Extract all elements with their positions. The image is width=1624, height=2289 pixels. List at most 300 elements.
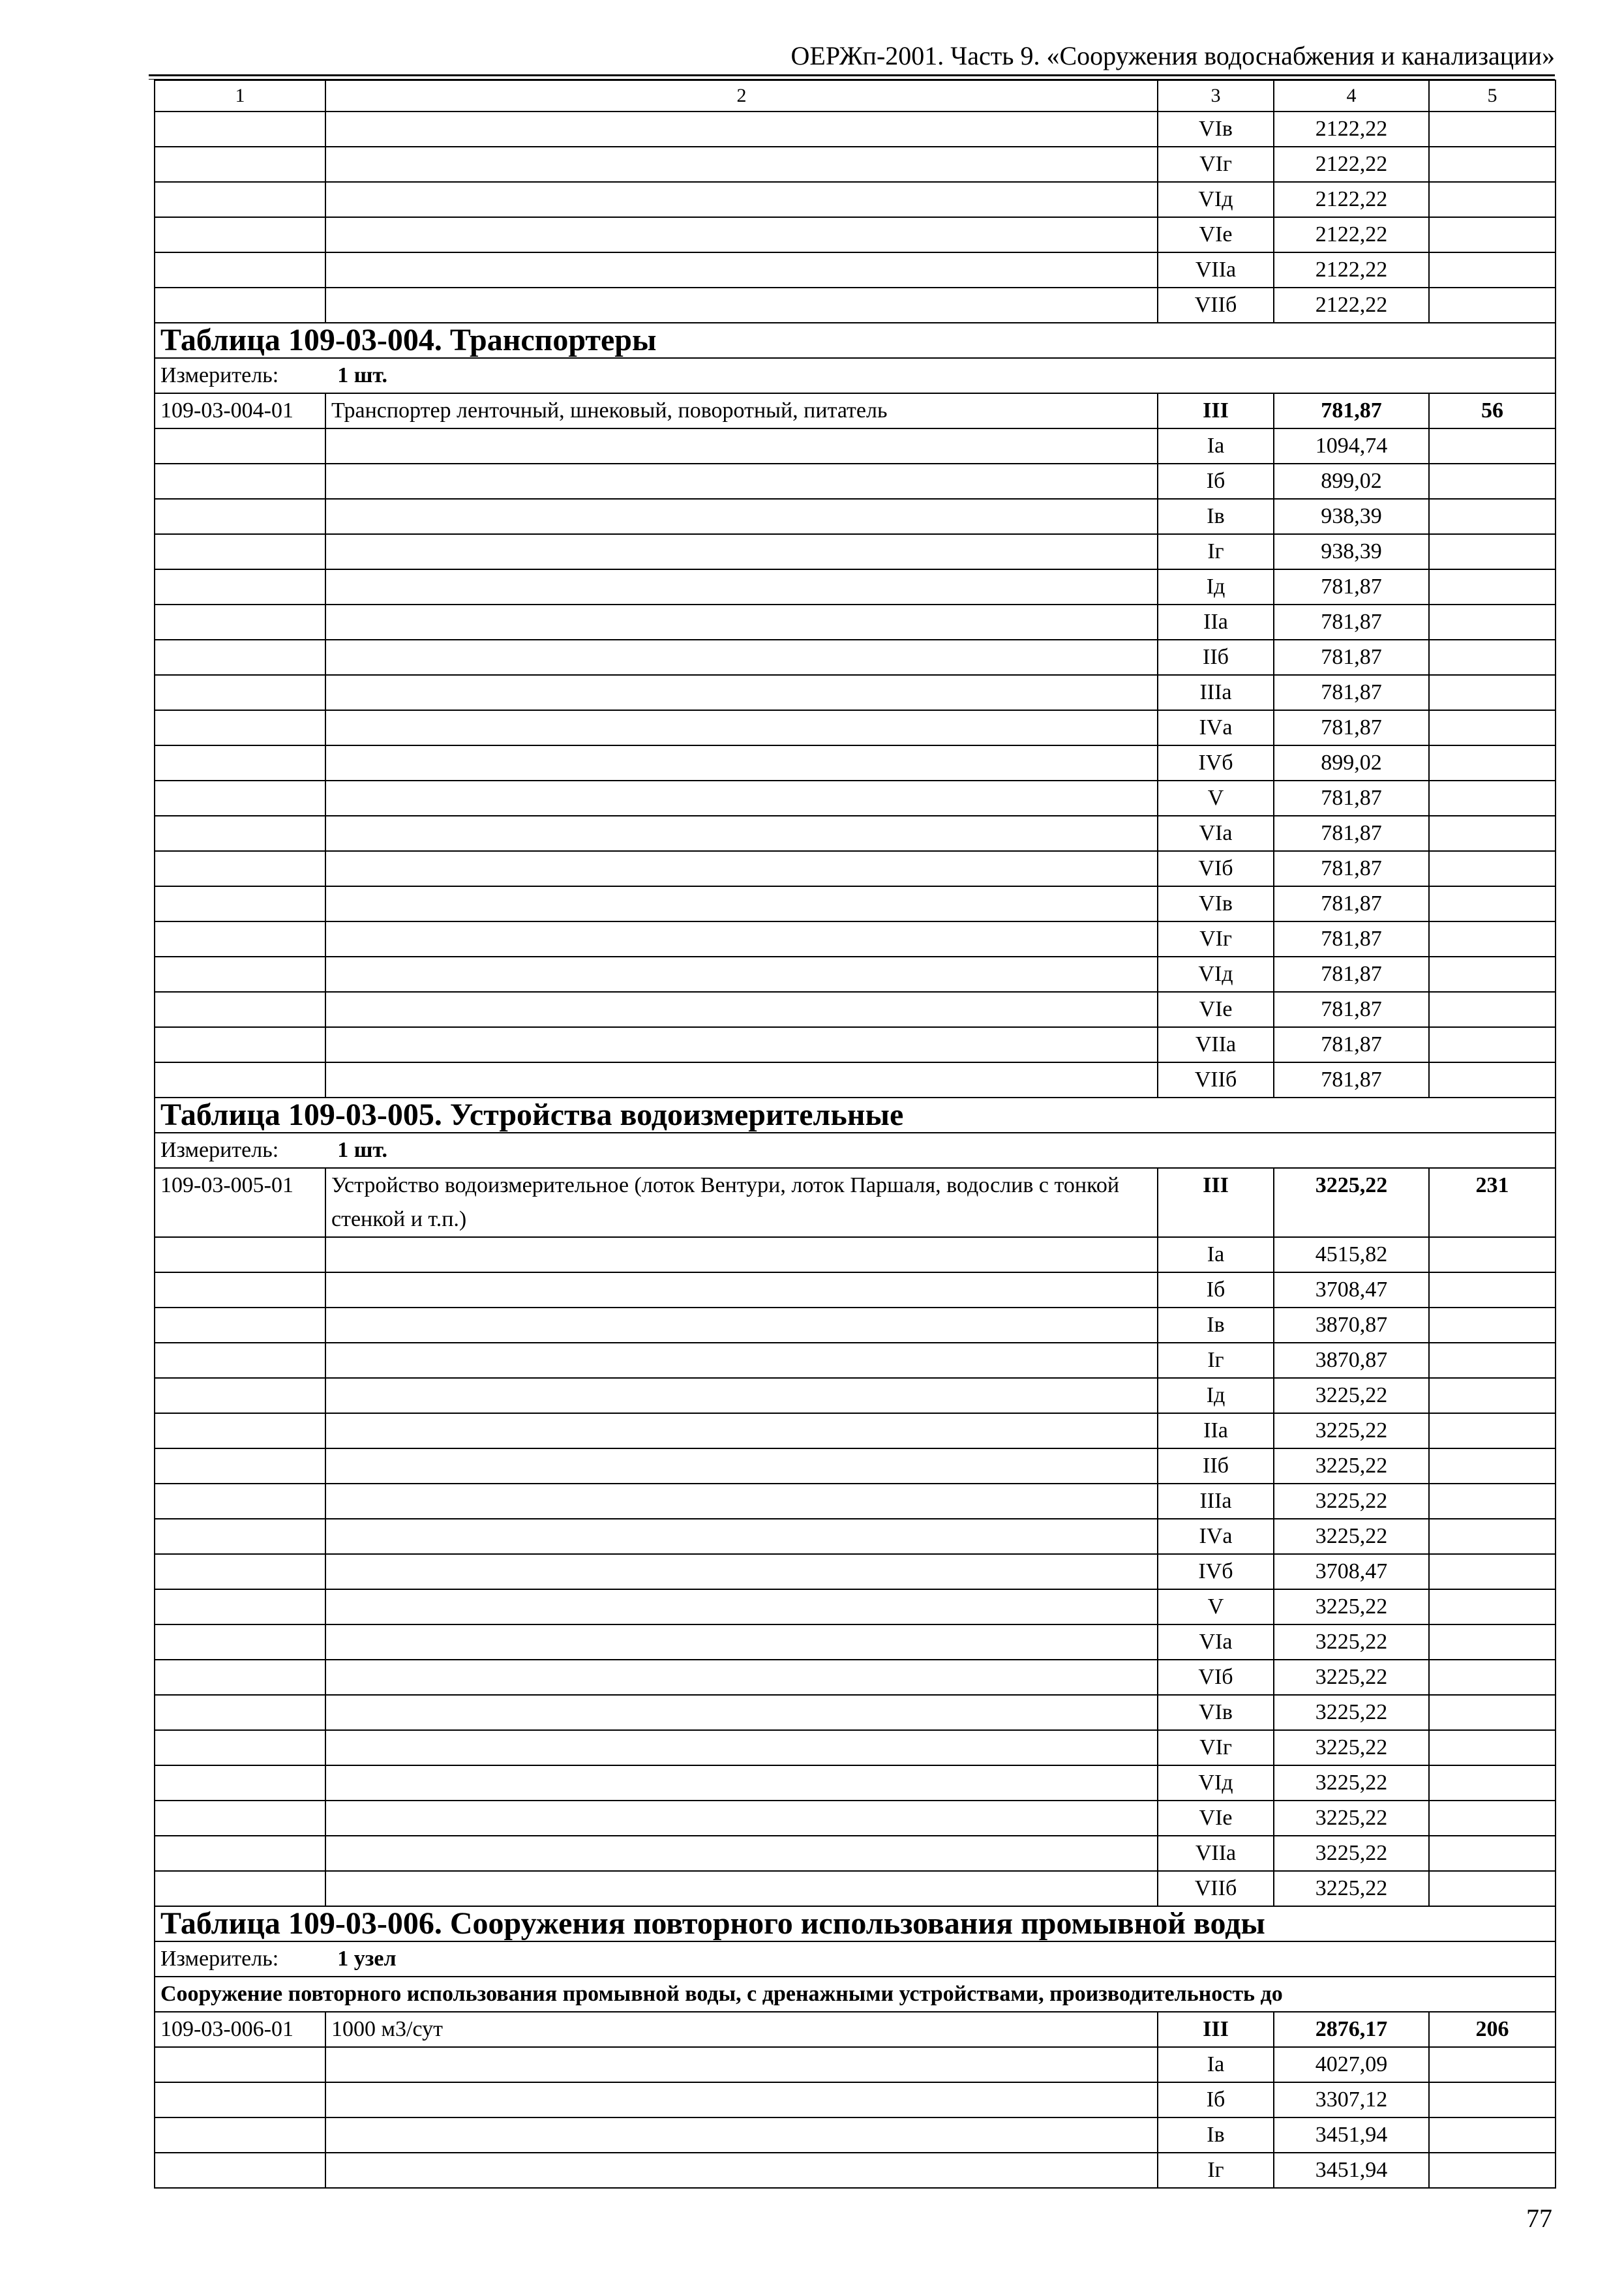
labor-cell [1429, 1413, 1556, 1448]
price-cell: 1094,74 [1274, 428, 1429, 464]
price-cell: 3225,22 [1274, 1765, 1429, 1801]
table-row [155, 957, 1556, 992]
labor-cell [1429, 1343, 1556, 1378]
description-cell [325, 1554, 1158, 1589]
labor-cell [1429, 1695, 1556, 1730]
description-cell [325, 1519, 1158, 1554]
table-row [155, 464, 1556, 499]
table-row [155, 393, 1556, 428]
price-cell: 3225,22 [1274, 1168, 1429, 1237]
measure-cell [155, 1133, 1556, 1168]
price-cell: 3225,22 [1274, 1519, 1429, 1554]
measure-value: 1 шт. [337, 363, 388, 387]
code-cell [155, 499, 325, 534]
labor-cell: 231 [1429, 1168, 1556, 1237]
labor-cell [1429, 499, 1556, 534]
description-cell: 1000 м3/сут [325, 2012, 1158, 2047]
labor-cell [1429, 640, 1556, 675]
labor-cell [1429, 2153, 1556, 2188]
table-row [155, 1765, 1556, 1801]
labor-cell [1429, 851, 1556, 886]
labor-cell [1429, 1237, 1556, 1272]
zone-cell: IVа [1158, 710, 1274, 745]
price-cell: 3225,22 [1274, 1871, 1429, 1906]
zone-cell: V [1158, 781, 1274, 816]
zone-cell: III [1158, 393, 1274, 428]
price-cell: 3708,47 [1274, 1272, 1429, 1308]
price-cell: 3225,22 [1274, 1589, 1429, 1624]
measure-row [155, 358, 1556, 393]
measure-cell [155, 1941, 1556, 1977]
zone-cell: Iа [1158, 1237, 1274, 1272]
table-row [155, 1801, 1556, 1836]
page-number: 77 [1526, 2204, 1552, 2233]
column-number: 5 [1429, 80, 1556, 112]
zone-cell: VIб [1158, 851, 1274, 886]
description-cell [325, 1343, 1158, 1378]
measure-label: Измеритель: [160, 363, 279, 387]
measure-row [155, 1133, 1556, 1168]
table-row [155, 675, 1556, 710]
code-cell [155, 1836, 325, 1871]
description-cell [325, 428, 1158, 464]
labor-cell [1429, 1801, 1556, 1836]
code-cell [155, 1027, 325, 1062]
labor-cell [1429, 1765, 1556, 1801]
table-row [155, 992, 1556, 1027]
description-cell [325, 464, 1158, 499]
code-cell [155, 851, 325, 886]
zone-cell: Iд [1158, 569, 1274, 605]
code-cell [155, 112, 325, 147]
column-number-row [155, 80, 1556, 112]
code-cell [155, 1660, 325, 1695]
labor-cell [1429, 675, 1556, 710]
code-cell [155, 1554, 325, 1589]
zone-cell: IVа [1158, 1519, 1274, 1554]
table-row [155, 816, 1556, 851]
price-cell: 3225,22 [1274, 1413, 1429, 1448]
description-cell [325, 957, 1158, 992]
price-cell: 781,87 [1274, 710, 1429, 745]
zone-cell: III [1158, 1168, 1274, 1237]
labor-cell [1429, 1484, 1556, 1519]
code-cell [155, 534, 325, 569]
zone-cell: Iв [1158, 2117, 1274, 2153]
table-row [155, 1554, 1556, 1589]
table-title: Таблица 109-03-006. Сооружения повторного использования промывной воды [155, 1906, 1556, 1941]
price-cell: 781,87 [1274, 569, 1429, 605]
table-row [155, 2012, 1556, 2047]
table-row [155, 428, 1556, 464]
zone-cell: V [1158, 1589, 1274, 1624]
labor-cell [1429, 2047, 1556, 2082]
zone-cell: Iд [1158, 1378, 1274, 1413]
zone-cell: VIа [1158, 1624, 1274, 1660]
description-cell [325, 1062, 1158, 1098]
labor-cell [1429, 745, 1556, 781]
header-rule [149, 74, 1555, 80]
code-cell [155, 1519, 325, 1554]
column-number: 3 [1158, 80, 1274, 112]
code-cell [155, 886, 325, 921]
description-cell [325, 112, 1158, 147]
labor-cell [1429, 464, 1556, 499]
description-cell [325, 2047, 1158, 2082]
labor-cell [1429, 534, 1556, 569]
price-cell: 3708,47 [1274, 1554, 1429, 1589]
zone-cell: III [1158, 2012, 1274, 2047]
table-row [155, 252, 1556, 288]
code-cell [155, 569, 325, 605]
table-row [155, 1413, 1556, 1448]
table-row [155, 569, 1556, 605]
code-cell [155, 745, 325, 781]
price-cell: 3225,22 [1274, 1695, 1429, 1730]
table-row [155, 1448, 1556, 1484]
description-cell [325, 1871, 1158, 1906]
table-row [155, 1062, 1556, 1098]
description-cell [325, 1695, 1158, 1730]
price-cell: 899,02 [1274, 745, 1429, 781]
zone-cell: VIе [1158, 992, 1274, 1027]
description-cell [325, 886, 1158, 921]
description-cell [325, 182, 1158, 217]
description-cell [325, 781, 1158, 816]
code-cell [155, 1272, 325, 1308]
description-cell [325, 252, 1158, 288]
column-number: 2 [325, 80, 1158, 112]
labor-cell [1429, 1871, 1556, 1906]
code-cell [155, 710, 325, 745]
labor-cell: 56 [1429, 393, 1556, 428]
description-cell [325, 1308, 1158, 1343]
labor-cell [1429, 957, 1556, 992]
zone-cell: VIб [1158, 1660, 1274, 1695]
zone-cell: Iг [1158, 534, 1274, 569]
labor-cell [1429, 182, 1556, 217]
description-cell [325, 499, 1158, 534]
code-cell [155, 252, 325, 288]
code-cell [155, 1871, 325, 1906]
labor-cell [1429, 1272, 1556, 1308]
price-cell: 3225,22 [1274, 1448, 1429, 1484]
zone-cell: VIIа [1158, 1027, 1274, 1062]
zone-cell: VIе [1158, 217, 1274, 252]
column-number: 1 [155, 80, 325, 112]
price-cell: 938,39 [1274, 499, 1429, 534]
zone-cell: VIв [1158, 112, 1274, 147]
code-cell: 109-03-004-01 [155, 393, 325, 428]
zone-cell: Iв [1158, 499, 1274, 534]
description-cell [325, 921, 1158, 957]
zone-cell: VIг [1158, 147, 1274, 182]
code-cell [155, 1237, 325, 1272]
description-cell [325, 710, 1158, 745]
labor-cell: 206 [1429, 2012, 1556, 2047]
table-row [155, 2082, 1556, 2117]
labor-cell [1429, 1836, 1556, 1871]
description-cell [325, 745, 1158, 781]
price-cell: 2122,22 [1274, 112, 1429, 147]
zone-cell: Iб [1158, 2082, 1274, 2117]
labor-cell [1429, 781, 1556, 816]
price-cell: 4515,82 [1274, 1237, 1429, 1272]
code-cell [155, 147, 325, 182]
zone-cell: VIIа [1158, 252, 1274, 288]
labor-cell [1429, 569, 1556, 605]
labor-cell [1429, 2117, 1556, 2153]
code-cell [155, 288, 325, 323]
group-note: Сооружение повторного использования промывной воды, с дренажными устройствами, производительность до [155, 1977, 1556, 2012]
code-cell [155, 2117, 325, 2153]
table-row [155, 499, 1556, 534]
measure-label: Измеритель: [160, 1138, 279, 1162]
zone-cell: IIб [1158, 640, 1274, 675]
table-row [155, 1308, 1556, 1343]
code-cell [155, 816, 325, 851]
table-row [155, 745, 1556, 781]
description-cell [325, 569, 1158, 605]
labor-cell [1429, 921, 1556, 957]
labor-cell [1429, 1448, 1556, 1484]
measure-cell [155, 358, 1556, 393]
code-cell [155, 1413, 325, 1448]
zone-cell: VIIб [1158, 1871, 1274, 1906]
code-cell [155, 1695, 325, 1730]
code-cell [155, 1484, 325, 1519]
table-row [155, 640, 1556, 675]
table-row [155, 288, 1556, 323]
description-cell: Устройство водоизмерительное (лоток Вентури, лоток Паршаля, водослив с тонкой стенкой и т.п.) [325, 1168, 1158, 1237]
description-cell [325, 1730, 1158, 1765]
price-cell: 3451,94 [1274, 2153, 1429, 2188]
description-cell: Транспортер ленточный, шнековый, поворотный, питатель [325, 393, 1158, 428]
price-cell: 781,87 [1274, 957, 1429, 992]
price-cell: 3870,87 [1274, 1343, 1429, 1378]
zone-cell: Iг [1158, 1343, 1274, 1378]
price-table [154, 80, 1556, 2189]
description-cell [325, 816, 1158, 851]
zone-cell: VIа [1158, 816, 1274, 851]
table-row [155, 2047, 1556, 2082]
description-cell [325, 1378, 1158, 1413]
labor-cell [1429, 112, 1556, 147]
code-cell [155, 992, 325, 1027]
code-cell [155, 217, 325, 252]
table-row [155, 1343, 1556, 1378]
zone-cell: VIд [1158, 182, 1274, 217]
code-cell [155, 1308, 325, 1343]
code-cell [155, 957, 325, 992]
table-title: Таблица 109-03-004. Транспортеры [155, 323, 1556, 358]
zone-cell: Iа [1158, 2047, 1274, 2082]
description-cell [325, 1765, 1158, 1801]
zone-cell: IIб [1158, 1448, 1274, 1484]
description-cell [325, 1484, 1158, 1519]
table-row [155, 217, 1556, 252]
zone-cell: IIа [1158, 605, 1274, 640]
price-cell: 781,87 [1274, 675, 1429, 710]
table-row [155, 1484, 1556, 1519]
running-header: ОЕРЖп-2001. Часть 9. «Сооружения водоснабжения и канализации» [790, 41, 1555, 70]
measure-label: Измеритель: [160, 1947, 279, 1971]
price-cell: 781,87 [1274, 992, 1429, 1027]
code-cell [155, 640, 325, 675]
zone-cell: VIIб [1158, 288, 1274, 323]
zone-cell: IIIа [1158, 1484, 1274, 1519]
zone-cell: IVб [1158, 745, 1274, 781]
description-cell [325, 288, 1158, 323]
code-cell [155, 428, 325, 464]
table-row [155, 781, 1556, 816]
table-row [155, 1871, 1556, 1906]
code-cell [155, 1624, 325, 1660]
description-cell [325, 2082, 1158, 2117]
description-cell [325, 640, 1158, 675]
table-row [155, 1660, 1556, 1695]
price-cell: 3307,12 [1274, 2082, 1429, 2117]
table-row [155, 1624, 1556, 1660]
labor-cell [1429, 816, 1556, 851]
table-row [155, 1027, 1556, 1062]
zone-cell: Iв [1158, 1308, 1274, 1343]
table-row [155, 1168, 1556, 1237]
description-cell [325, 851, 1158, 886]
labor-cell [1429, 147, 1556, 182]
code-cell [155, 1730, 325, 1765]
price-cell: 781,87 [1274, 605, 1429, 640]
table-row [155, 1272, 1556, 1308]
description-cell [325, 675, 1158, 710]
code-cell [155, 182, 325, 217]
zone-cell: VIв [1158, 1695, 1274, 1730]
price-cell: 3225,22 [1274, 1484, 1429, 1519]
description-cell [325, 1624, 1158, 1660]
table-row [155, 886, 1556, 921]
description-cell [325, 217, 1158, 252]
code-cell [155, 1765, 325, 1801]
labor-cell [1429, 1519, 1556, 1554]
zone-cell: Iб [1158, 464, 1274, 499]
labor-cell [1429, 2082, 1556, 2117]
price-cell: 4027,09 [1274, 2047, 1429, 2082]
description-cell [325, 605, 1158, 640]
price-cell: 3225,22 [1274, 1730, 1429, 1765]
labor-cell [1429, 710, 1556, 745]
zone-cell: VIIб [1158, 1062, 1274, 1098]
code-cell [155, 921, 325, 957]
price-cell: 2122,22 [1274, 288, 1429, 323]
code-cell: 109-03-005-01 [155, 1168, 325, 1237]
code-cell [155, 1589, 325, 1624]
table-row [155, 182, 1556, 217]
price-cell: 3225,22 [1274, 1836, 1429, 1871]
code-cell [155, 2082, 325, 2117]
code-cell: 109-03-006-01 [155, 2012, 325, 2047]
labor-cell [1429, 288, 1556, 323]
description-cell [325, 1801, 1158, 1836]
price-cell: 781,87 [1274, 393, 1429, 428]
price-cell: 2876,17 [1274, 2012, 1429, 2047]
table-row [155, 605, 1556, 640]
price-cell: 938,39 [1274, 534, 1429, 569]
price-cell: 2122,22 [1274, 252, 1429, 288]
labor-cell [1429, 1554, 1556, 1589]
labor-cell [1429, 1589, 1556, 1624]
zone-cell: VIд [1158, 1765, 1274, 1801]
labor-cell [1429, 1624, 1556, 1660]
zone-cell: VIг [1158, 921, 1274, 957]
labor-cell [1429, 1378, 1556, 1413]
labor-cell [1429, 428, 1556, 464]
code-cell [155, 675, 325, 710]
table-row [155, 921, 1556, 957]
code-cell [155, 1801, 325, 1836]
table-row [155, 2153, 1556, 2188]
price-cell: 3225,22 [1274, 1624, 1429, 1660]
table-title: Таблица 109-03-005. Устройства водоизмерительные [155, 1098, 1556, 1133]
table-row [155, 1237, 1556, 1272]
zone-cell: IIIа [1158, 675, 1274, 710]
code-cell [155, 1343, 325, 1378]
price-cell: 781,87 [1274, 640, 1429, 675]
zone-cell: Iг [1158, 2153, 1274, 2188]
description-cell [325, 1237, 1158, 1272]
table-row [155, 112, 1556, 147]
description-cell [325, 2153, 1158, 2188]
description-cell [325, 1660, 1158, 1695]
price-cell: 2122,22 [1274, 147, 1429, 182]
code-cell [155, 781, 325, 816]
labor-cell [1429, 992, 1556, 1027]
description-cell [325, 1589, 1158, 1624]
table-row [155, 851, 1556, 886]
price-cell: 781,87 [1274, 1027, 1429, 1062]
price-cell: 3225,22 [1274, 1660, 1429, 1695]
price-cell: 3870,87 [1274, 1308, 1429, 1343]
labor-cell [1429, 1660, 1556, 1695]
table-row [155, 1730, 1556, 1765]
labor-cell [1429, 1730, 1556, 1765]
table-row [155, 1378, 1556, 1413]
price-cell: 3225,22 [1274, 1378, 1429, 1413]
column-number: 4 [1274, 80, 1429, 112]
price-cell: 781,87 [1274, 781, 1429, 816]
zone-cell: Iа [1158, 428, 1274, 464]
table-row [155, 1519, 1556, 1554]
description-cell [325, 147, 1158, 182]
description-cell [325, 1836, 1158, 1871]
zone-cell: VIд [1158, 957, 1274, 992]
code-cell [155, 464, 325, 499]
table-row [155, 1695, 1556, 1730]
description-cell [325, 2117, 1158, 2153]
description-cell [325, 1272, 1158, 1308]
description-cell [325, 1448, 1158, 1484]
zone-cell: IIа [1158, 1413, 1274, 1448]
table-title-row [155, 323, 1556, 358]
labor-cell [1429, 886, 1556, 921]
price-cell: 781,87 [1274, 921, 1429, 957]
description-cell [325, 992, 1158, 1027]
code-cell [155, 2047, 325, 2082]
labor-cell [1429, 1062, 1556, 1098]
code-cell [155, 1378, 325, 1413]
zone-cell: IVб [1158, 1554, 1274, 1589]
table-row [155, 2117, 1556, 2153]
zone-cell: VIIа [1158, 1836, 1274, 1871]
